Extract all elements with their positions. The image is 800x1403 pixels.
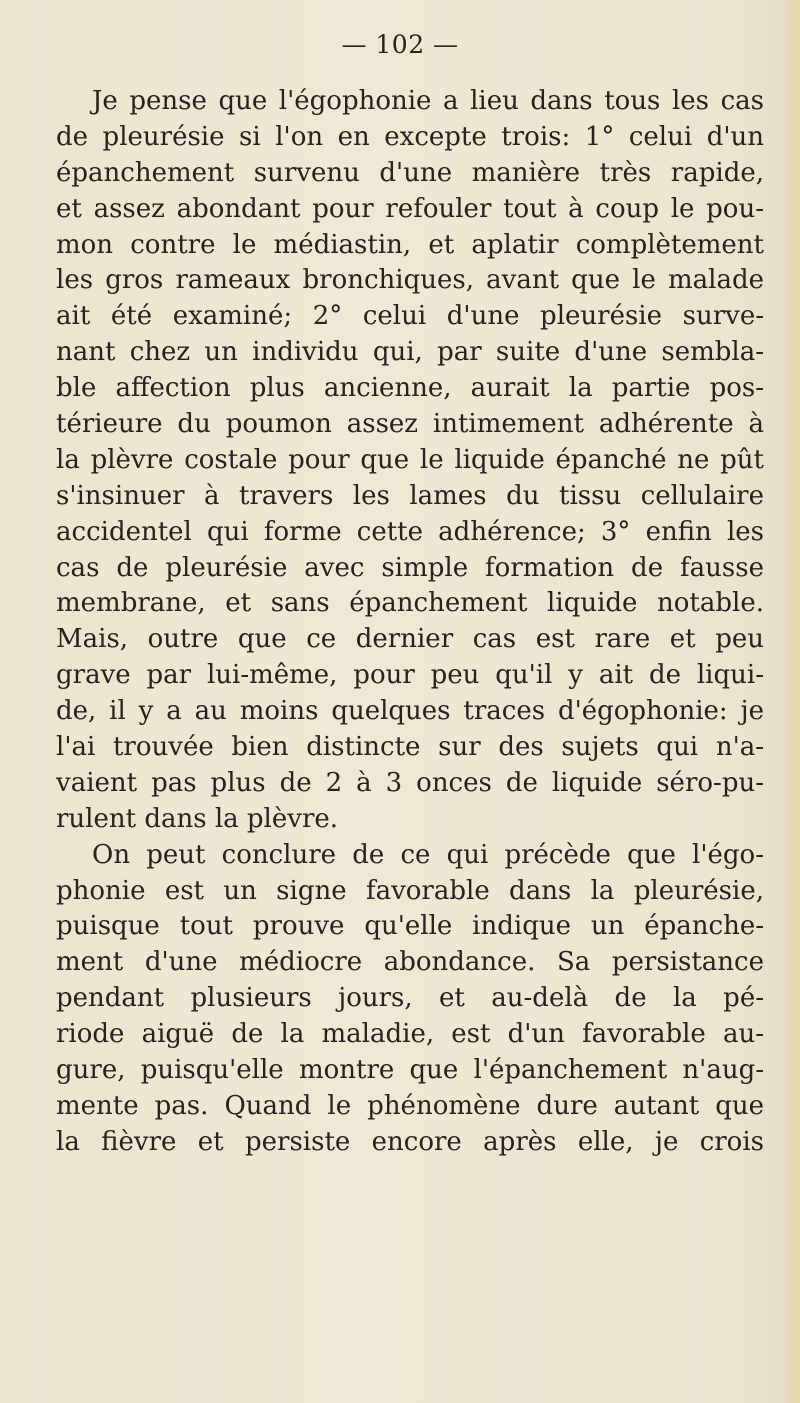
- text-line: accidentel qui forme cette adhérence; 3° enfin les: [56, 516, 764, 547]
- page-edge-shadow: [786, 0, 800, 1403]
- text-line: épanchement survenu d'une manière très rapide,: [56, 157, 764, 188]
- text-line: et assez abondant pour refouler tout à coup le pou-: [56, 193, 764, 224]
- text-line: nant chez un individu qui, par suite d'une sembla-: [56, 337, 764, 368]
- text-line: rulent dans la plèvre.: [56, 803, 339, 834]
- text-line: pendant plusieurs jours, et au-delà de la pé-: [56, 983, 764, 1014]
- text-line: l'ai trouvée bien distincte sur des sujets qui n'a-: [56, 732, 764, 763]
- body-text: [56, 84, 764, 1161]
- text-line: Je pense que l'égophonie a lieu dans tous les cas: [92, 86, 764, 116]
- text-line: mente pas. Quand le phénomène dure autant que: [56, 1090, 764, 1121]
- text-line: la fièvre et persiste encore après elle, je crois: [56, 1126, 764, 1157]
- text-line: s'insinuer à travers les lames du tissu cellulaire: [56, 480, 764, 511]
- text-line: térieure du poumon assez intimement adhérente à: [56, 409, 764, 440]
- text-line: phonie est un signe favorable dans la pleurésie,: [56, 875, 764, 906]
- text-line: ble affection plus ancienne, aurait la partie pos-: [56, 373, 764, 404]
- text-line: puisque tout prouve qu'elle indique un épanche-: [56, 911, 764, 942]
- text-line: riode aiguë de la maladie, est d'un favorable au-: [56, 1019, 764, 1050]
- text-line: de, il y a au moins quelques traces d'égophonie: je: [56, 696, 764, 727]
- text-line: gure, puisqu'elle montre que l'épanchement n'aug-: [56, 1055, 764, 1086]
- text-line: Mais, outre que ce dernier cas est rare et peu: [56, 624, 764, 655]
- text-line: mon contre le médiastin, et aplatir complètement: [56, 229, 764, 260]
- text-line: ment d'une médiocre abondance. Sa persistance: [56, 947, 764, 978]
- text-line: vaient pas plus de 2 à 3 onces de liquide séro-pu-: [56, 767, 764, 798]
- text-line: ait été examiné; 2° celui d'une pleurésie surve-: [56, 301, 764, 332]
- text-line: les gros rameaux bronchiques, avant que le malade: [56, 265, 764, 296]
- text-line: la plèvre costale pour que le liquide épanché ne pût: [56, 444, 764, 475]
- text-line: On peut conclure de ce qui précède que l'égo-: [92, 839, 764, 870]
- page-number: — 102 —: [341, 30, 459, 59]
- text-line: cas de pleurésie avec simple formation de fausse: [56, 552, 764, 583]
- text-line: grave par lui-même, pour peu qu'il y ait de liqui-: [56, 660, 764, 691]
- text-line: membrane, et sans épanchement liquide notable.: [56, 588, 764, 619]
- text-line: de pleurésie si l'on en excepte trois: 1° celui d'un: [56, 121, 764, 152]
